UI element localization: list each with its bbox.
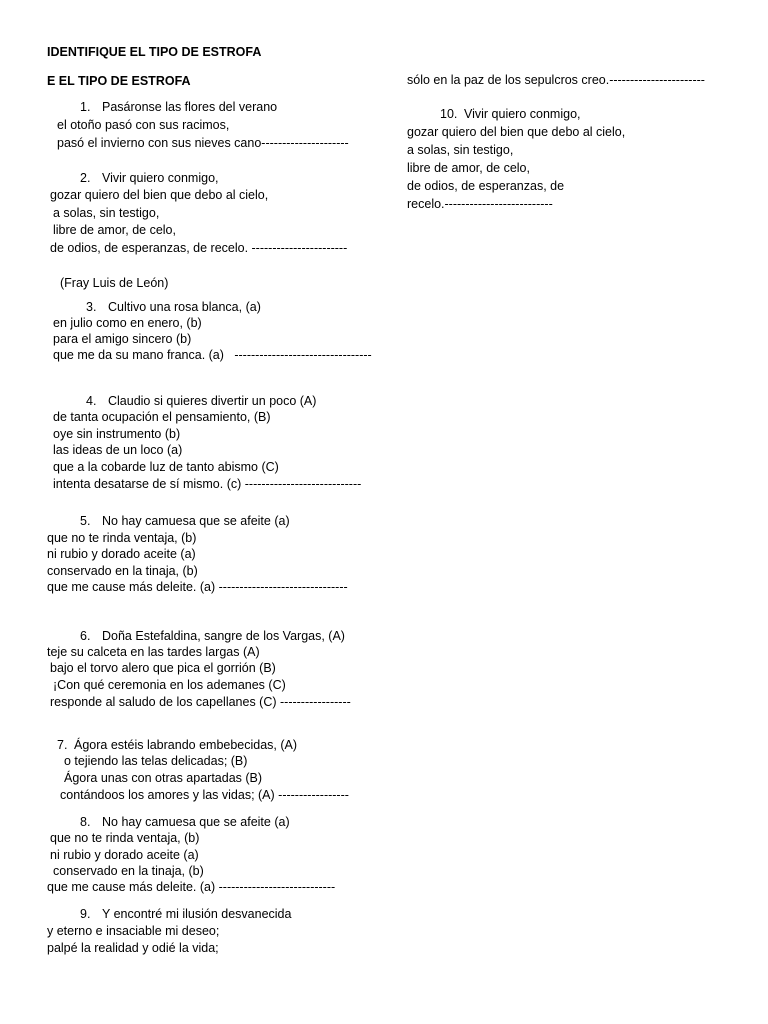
verse-line: Doña Estefaldina, sangre de los Vargas, (A): [102, 629, 345, 643]
verse-line: conservado en la tinaja, (b): [47, 564, 198, 578]
verse-line: libre de amor, de celo,: [53, 223, 176, 237]
verse-line: responde al saludo de los capellanes (C) -----------------: [50, 695, 351, 709]
verse-line: ¡Con qué ceremonia en los ademanes (C): [53, 678, 286, 692]
verse-line: que no te rinda ventaja, (b): [47, 531, 197, 545]
verse-line: contándoos los amores y las vidas; (A) -----------------: [60, 788, 349, 802]
attribution: (Fray Luis de León): [60, 276, 169, 290]
verse-line: el otoño pasó con sus racimos,: [57, 118, 230, 132]
verse-line: gozar quiero del bien que debo al cielo,: [50, 188, 269, 202]
verse-line: bajo el torvo alero que pica el gorrión (B): [50, 661, 276, 675]
verse-line: libre de amor, de celo,: [407, 161, 530, 175]
item-number: 6.: [80, 629, 91, 643]
verse-line: en julio como en enero, (b): [53, 316, 202, 330]
verse-line: Vivir quiero conmigo,: [464, 107, 581, 121]
verse-line: de tanta ocupación el pensamiento, (B): [53, 410, 271, 424]
verse-line: o tejiendo las telas delicadas; (B): [64, 754, 248, 768]
verse-line: teje su calceta en las tardes largas (A): [47, 645, 260, 659]
verse-line: ni rubio y dorado aceite (a): [47, 547, 196, 561]
item-number: 9.: [80, 907, 91, 921]
verse-line: que me da su mano franca. (a) ---------------------------------: [53, 348, 372, 362]
verse-line: que me cause más deleite. (a) ----------------------------: [47, 880, 336, 894]
section-header: E EL TIPO DE ESTROFA: [47, 74, 191, 88]
verse-line: Claudio si quieres divertir un poco (A): [108, 394, 317, 408]
verse-line: palpé la realidad y odié la vida;: [47, 941, 219, 955]
verse-line: recelo.--------------------------: [407, 197, 553, 211]
verse-line: No hay camuesa que se afeite (a): [102, 815, 290, 829]
item-number: 7.: [57, 738, 68, 752]
verse-line: ni rubio y dorado aceite (a): [50, 848, 199, 862]
verse-line: Y encontré mi ilusión desvanecida: [102, 907, 292, 921]
item-number: 4.: [86, 394, 97, 408]
verse-line: oye sin instrumento (b): [53, 427, 181, 441]
verse-line: No hay camuesa que se afeite (a): [102, 514, 290, 528]
verse-line: gozar quiero del bien que debo al cielo,: [407, 125, 626, 139]
verse-line: para el amigo sincero (b): [53, 332, 192, 346]
verse-line: y eterno e insaciable mi deseo;: [47, 924, 220, 938]
item-number: 10.: [440, 107, 458, 121]
item-number: 2.: [80, 171, 91, 185]
item-number: 5.: [80, 514, 91, 528]
verse-line: que me cause más deleite. (a) -------------------------------: [47, 580, 348, 594]
verse-line: a solas, sin testigo,: [53, 206, 160, 220]
verse-line: pasó el invierno con sus nieves cano---------------------: [57, 136, 349, 150]
verse-line: Ágora estéis labrando embebecidas, (A): [74, 738, 298, 752]
verse-line: sólo en la paz de los sepulcros creo.-----------------------: [407, 73, 705, 87]
verse-line: de odios, de esperanzas, de: [407, 179, 565, 193]
verse-line: que a la cobarde luz de tanto abismo (C): [53, 460, 279, 474]
verse-line: Cultivo una rosa blanca, (a): [108, 300, 261, 314]
item-number: 8.: [80, 815, 91, 829]
verse-line: a solas, sin testigo,: [407, 143, 514, 157]
verse-line: Ágora unas con otras apartadas (B): [64, 771, 263, 785]
page-title: IDENTIFIQUE EL TIPO DE ESTROFA: [47, 45, 262, 59]
item-number: 1.: [80, 100, 91, 114]
verse-line: Pasáronse las flores del verano: [102, 100, 278, 114]
item-number: 3.: [86, 300, 97, 314]
verse-line: las ideas de un loco (a): [53, 443, 183, 457]
verse-line: conservado en la tinaja, (b): [53, 864, 204, 878]
verse-line: de odios, de esperanzas, de recelo. -----------------------: [50, 241, 348, 255]
verse-line: Vivir quiero conmigo,: [102, 171, 219, 185]
verse-line: intenta desatarse de sí mismo. (c) ----------------------------: [53, 477, 362, 491]
verse-line: que no te rinda ventaja, (b): [50, 831, 200, 845]
